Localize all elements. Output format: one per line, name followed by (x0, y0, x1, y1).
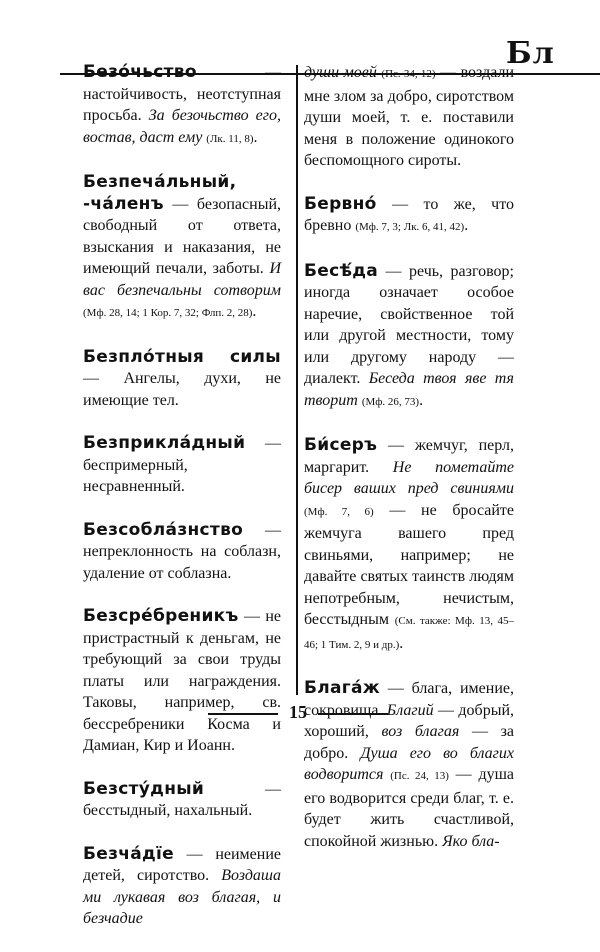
definition-text: — Ангелы, духи, не имеющие тел. (83, 370, 281, 409)
definition-text: — блага, имение, сокровища. (304, 680, 514, 719)
column-divider (296, 65, 298, 695)
definition-text: — то же, что бревно (304, 195, 514, 234)
right-column (304, 62, 514, 874)
quotation: Не пометайте бисер ваших пред свиниями (304, 458, 514, 497)
quotation: Яко бла- (442, 832, 500, 850)
definition-text: — за добро. (304, 723, 514, 762)
page-footer (0, 700, 600, 730)
definition-text: — воздали мне злом за добро, сиротством души моей, т. е. поставили меня в положение одинокого беспомощного сироты. (304, 64, 515, 169)
headword: Блага́ж (304, 678, 380, 698)
definition-text: — речь, разговор; иногда означает особое наречие, свойственное той или другой местности, тому или другому народу — диалект. (304, 262, 514, 387)
dictionary-entry (304, 435, 514, 656)
dictionary-entry (83, 62, 281, 150)
headword: Безо́чьство (83, 62, 197, 82)
footer-rule-right (318, 713, 388, 715)
quotation: Воздаша ми лукавая воз благая, и безчадие (83, 867, 281, 927)
definition-text: . (419, 391, 424, 409)
definition-text: — не пристрастный к деньгам, не требующий за свои труды платы или награждения. Таковы, например, св. бессребреники Косма и Дамиан, Кир и Иоанн. (83, 608, 281, 754)
definition-text: — непреклонность на соблазн, удаление от соблазна. (83, 521, 281, 582)
definition-text: — неимение детей, сиротство. (83, 845, 281, 884)
definition-text: — беспримерный, несравненный. (83, 435, 281, 495)
left-column (83, 62, 281, 952)
footer-rule-left (208, 713, 278, 715)
section-header: Бл (506, 36, 555, 71)
dictionary-entry (83, 433, 281, 498)
definition-text: — настойчивость, неотступная просьба. (83, 64, 281, 124)
dictionary-entry (304, 62, 514, 172)
quotation: Беседа твоя яве тя творит (304, 370, 514, 409)
dictionary-entry (83, 172, 281, 325)
dictionary-entry (83, 520, 281, 585)
citation: (Мф. 28, 14; 1 Кор. 7, 32; Флп. 2, 28) (83, 307, 253, 319)
quotation: И вас безпечальны сотворим (83, 260, 281, 299)
headword: Безсту́дный (83, 778, 205, 799)
headword: Безпеча́льный, -ча́ленъ (83, 172, 237, 214)
dictionary-entry (304, 261, 514, 414)
definition-text: . (399, 634, 404, 652)
dictionary-entry (83, 844, 281, 930)
definition-text: — жемчуг, перл, маргарит. (304, 437, 514, 476)
dictionary-entry (83, 779, 281, 822)
citation: (См. также: Мф. 13, 45–46; 1 Тим. 2, 9 и др.) (304, 615, 515, 651)
quotation: Благий (386, 701, 434, 719)
quotation: За безочьство его, востав, даст ему (83, 107, 282, 146)
quotation: воз благая (381, 723, 460, 740)
headword: Безсобла́знство (83, 519, 244, 540)
definition-text: — бесстыдный, нахальный. (83, 780, 281, 819)
headword: Безча́дїе (83, 843, 174, 864)
citation: (Пс. 34, 12) (381, 68, 436, 80)
definition-text: — добрый, хороший, (304, 701, 514, 740)
citation: (Мф. 26, 73) (361, 395, 420, 408)
headword: Безсре́бреникъ (83, 606, 239, 626)
definition-text (383, 766, 390, 783)
page-number: 15 (289, 702, 307, 722)
citation: (Мф. 7, 3; Лк. 6, 41, 42) (355, 221, 465, 233)
definition-text: . (253, 128, 258, 146)
headword: Бервно́ (304, 193, 377, 214)
citation: (Мф. 7, 6) (304, 505, 374, 518)
definition-text: . (464, 217, 469, 234)
quotation: Душа его во благих водворится (304, 744, 514, 783)
definition-text: — не бросайте жемчуга вашего пред свиньями, например; не давайте святых таинств людям непотребным, нечистым, бесстыдным (304, 501, 514, 628)
citation: (Лк. 11, 8) (206, 132, 254, 145)
headword: Безпло́тныя силы (83, 346, 281, 367)
definition-text: — безопасный, свободный от ответа, взыскания и наказания, не имеющий печали, заботы. (83, 195, 281, 277)
headword: Бесѣ́да (304, 260, 379, 281)
quotation: души моей (304, 64, 377, 81)
headword: Би́серъ (304, 435, 378, 455)
headword: Безприкла́дный (83, 433, 246, 453)
dictionary-entry (83, 347, 281, 412)
dictionary-entry (304, 194, 514, 239)
definition-text: — душа его водворится среди благ, т. е. будет жить счастливой, спокойной жизнью. (304, 766, 514, 850)
dictionary-entry (83, 606, 281, 757)
citation: (Пс. 24, 13) (390, 770, 449, 782)
definition-text: . (252, 303, 257, 320)
